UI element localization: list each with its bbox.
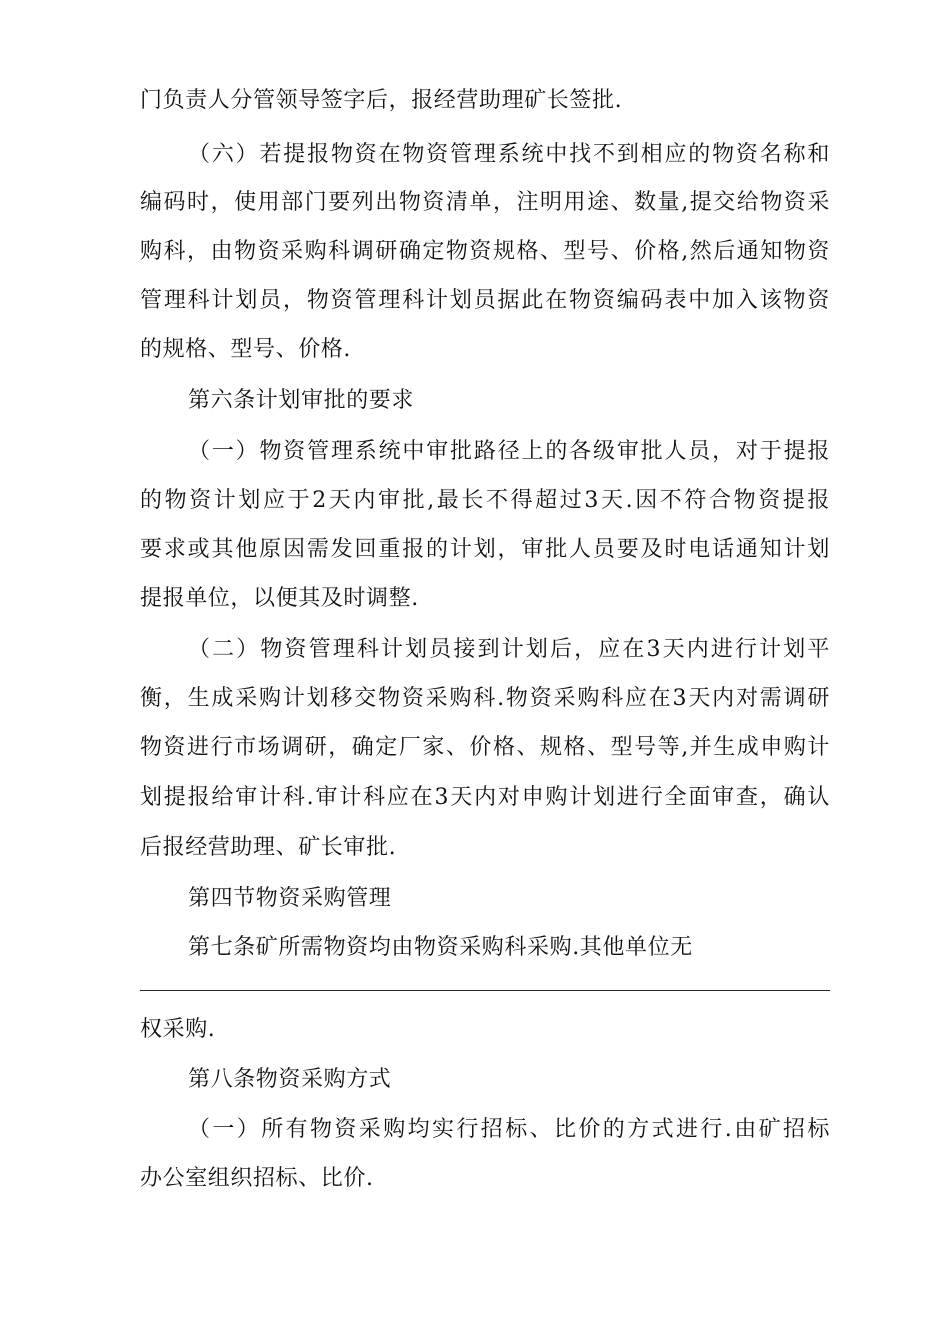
paragraph-line: 物资进行市场调研，确定厂家、价格、规格、型号等,并生成申购计 — [140, 735, 830, 760]
paragraph-line: 提报单位，以便其及时调整. — [140, 586, 419, 611]
paragraph-line: 办公室组织招标、比价. — [140, 1166, 374, 1191]
paragraph-line: 划提报给审计科.审计科应在3天内对申购计划进行全面审查，确认 — [140, 785, 830, 810]
paragraph-line: （一）所有物资采购均实行招标、比价的方式进行.由矿招标 — [188, 1117, 830, 1142]
paragraph-line: 编码时，使用部门要列出物资清单，注明用途、数量,提交给物资采 — [140, 190, 830, 215]
paragraph-line: （一）物资管理系统中审批路径上的各级审批人员，对于提报 — [188, 439, 830, 464]
paragraph-line: （二）物资管理科计划员接到计划后，应在3天内进行计划平 — [188, 637, 830, 662]
paragraph-line: 要求或其他原因需发回重报的计划，审批人员要及时电话通知计划 — [140, 537, 830, 562]
paragraph-line: 购科，由物资采购科调研确定物资规格、型号、价格,然后通知物资 — [140, 239, 830, 264]
paragraph-line: 门负责人分管领导签字后，报经营助理矿长签批. — [140, 88, 623, 113]
paragraph-line: 后报经营助理、矿长审批. — [140, 835, 397, 860]
paragraph-line: 权采购. — [140, 1017, 216, 1042]
paragraph-line: 的物资计划应于2天内审批,最长不得超过3天.因不符合物资提报 — [140, 488, 830, 513]
page-break-divider — [140, 990, 830, 991]
article-heading: 第八条物资采购方式 — [188, 1067, 392, 1092]
paragraph-line: 的规格、型号、价格. — [140, 337, 351, 362]
section-heading: 第四节物资采购管理 — [188, 886, 392, 911]
paragraph-line: 管理科计划员，物资管理科计划员据此在物资编码表中加入该物资 — [140, 288, 830, 313]
article-heading: 第六条计划审批的要求 — [188, 388, 415, 413]
paragraph-line: 第七条矿所需物资均由物资采购科采购.其他单位无 — [188, 935, 693, 960]
paragraph-line: （六）若提报物资在物资管理系统中找不到相应的物资名称和 — [188, 142, 830, 167]
paragraph-line: 衡，生成采购计划移交物资采购科.物资采购科应在3天内对需调研 — [140, 686, 830, 711]
